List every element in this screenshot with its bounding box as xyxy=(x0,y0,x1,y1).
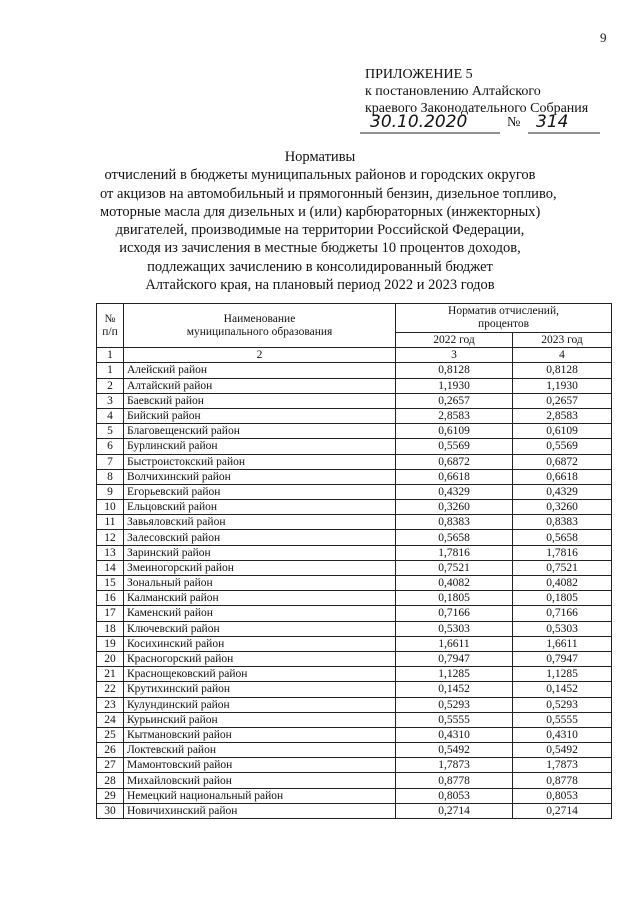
table-row xyxy=(97,515,612,530)
municipality-name: Завьяловский район xyxy=(124,515,396,530)
row-number: 23 xyxy=(97,697,124,712)
row-number: 20 xyxy=(97,651,124,666)
table-row xyxy=(97,378,612,393)
header-text: № xyxy=(104,312,116,325)
row-number: 28 xyxy=(97,773,124,788)
table-row xyxy=(97,530,612,545)
value-2023: 0,5303 xyxy=(513,621,612,636)
table-row xyxy=(97,393,612,408)
value-2022: 0,8383 xyxy=(396,515,513,530)
row-number: 17 xyxy=(97,606,124,621)
title-line: Алтайского края, на плановый период 2022 и 2023 годов xyxy=(145,277,495,294)
title-line: Нормативы xyxy=(284,149,356,165)
value-2023: 0,2657 xyxy=(513,393,612,408)
municipality-name: Михайловский район xyxy=(124,773,396,788)
value-2023: 2,8583 xyxy=(513,408,612,423)
value-2023: 0,8778 xyxy=(513,773,612,788)
table-row xyxy=(97,636,612,651)
row-number: 3 xyxy=(97,393,124,408)
row-number: 6 xyxy=(97,439,124,454)
appendix-line-2: к постановлению Алтайского xyxy=(365,84,541,99)
table-row xyxy=(97,591,612,606)
value-2022: 0,5303 xyxy=(396,621,513,636)
table-row xyxy=(97,500,612,515)
row-number: 29 xyxy=(97,788,124,803)
header-2023: 2023 год xyxy=(513,333,612,348)
title-line: от акцизов на автомобильный и прямогонный бензин, дизельное топливо, xyxy=(100,185,557,202)
value-2022: 0,5658 xyxy=(396,530,513,545)
value-2022: 0,4082 xyxy=(396,576,513,591)
value-2023: 1,1285 xyxy=(513,667,612,682)
value-2022: 0,2714 xyxy=(396,803,513,818)
handwritten-number: 314 xyxy=(536,112,569,132)
table-row xyxy=(97,560,612,575)
appendix-title: ПРИЛОЖЕНИЕ 5 xyxy=(365,67,473,82)
table-row xyxy=(97,667,612,682)
table-row xyxy=(97,576,612,591)
row-number: 4 xyxy=(97,408,124,423)
table-row xyxy=(97,606,612,621)
value-2022: 0,6618 xyxy=(396,469,513,484)
row-number: 2 xyxy=(97,378,124,393)
row-number: 25 xyxy=(97,727,124,742)
table-row xyxy=(97,469,612,484)
value-2022: 0,7521 xyxy=(396,560,513,575)
column-index: 4 xyxy=(513,348,612,363)
row-number: 7 xyxy=(97,454,124,469)
municipality-name: Заринский район xyxy=(124,545,396,560)
table-row xyxy=(97,758,612,773)
value-2023: 0,5492 xyxy=(513,743,612,758)
municipality-name: Бурлинский район xyxy=(124,439,396,454)
value-2023: 1,1930 xyxy=(513,378,612,393)
table-row xyxy=(97,484,612,499)
value-2023: 1,7873 xyxy=(513,758,612,773)
value-2023: 1,6611 xyxy=(513,636,612,651)
table-row xyxy=(97,743,612,758)
row-number: 14 xyxy=(97,560,124,575)
row-number: 21 xyxy=(97,667,124,682)
value-2023: 0,8053 xyxy=(513,788,612,803)
municipality-name: Локтевский район xyxy=(124,743,396,758)
row-number: 15 xyxy=(97,576,124,591)
value-2022: 1,1285 xyxy=(396,667,513,682)
value-2023: 0,3260 xyxy=(513,500,612,515)
row-number: 11 xyxy=(97,515,124,530)
municipality-name: Красногорский район xyxy=(124,651,396,666)
value-2022: 1,1930 xyxy=(396,378,513,393)
municipality-name: Бийский район xyxy=(124,408,396,423)
norms-table xyxy=(96,303,612,819)
decree-date-number xyxy=(360,113,610,135)
number-sign: № xyxy=(507,115,521,130)
table-row xyxy=(97,363,612,378)
municipality-name: Ельцовский район xyxy=(124,500,396,515)
municipality-name: Крутихинский район xyxy=(124,682,396,697)
value-2023: 0,8128 xyxy=(513,363,612,378)
table-row xyxy=(97,454,612,469)
value-2022: 0,6109 xyxy=(396,424,513,439)
value-2022: 0,5293 xyxy=(396,697,513,712)
table-row xyxy=(97,424,612,439)
value-2023: 0,5293 xyxy=(513,697,612,712)
municipality-name: Краснощековский район xyxy=(124,667,396,682)
handwritten-date: 30.10.2020 xyxy=(370,112,468,132)
value-2022: 0,8053 xyxy=(396,788,513,803)
value-2023: 0,7947 xyxy=(513,651,612,666)
header-text: муниципального образования xyxy=(186,325,333,338)
value-2023: 0,7521 xyxy=(513,560,612,575)
municipality-name: Немецкий национальный район xyxy=(124,788,396,803)
value-2022: 0,5492 xyxy=(396,743,513,758)
value-2023: 0,5658 xyxy=(513,530,612,545)
value-2023: 0,5569 xyxy=(513,439,612,454)
table-row xyxy=(97,803,612,818)
municipality-name: Ключевский район xyxy=(124,621,396,636)
table-row xyxy=(97,682,612,697)
value-2022: 0,2657 xyxy=(396,393,513,408)
header-norm xyxy=(396,304,612,333)
column-index: 2 xyxy=(124,348,396,363)
row-number: 26 xyxy=(97,743,124,758)
value-2022: 2,8583 xyxy=(396,408,513,423)
municipality-name: Алтайский район xyxy=(124,378,396,393)
header-text: процентов xyxy=(477,318,530,330)
column-index: 1 xyxy=(97,348,124,363)
table-row xyxy=(97,439,612,454)
value-2022: 0,3260 xyxy=(396,500,513,515)
title-line: подлежащих зачислению в консолидированный бюджет xyxy=(147,258,493,275)
appendix-header xyxy=(365,66,588,117)
header-text: Норматив отчислений, xyxy=(448,305,559,317)
title-line: двигателей, производимые на территории Российской Федерации, xyxy=(115,222,525,239)
value-2023: 0,5555 xyxy=(513,712,612,727)
municipality-name: Кытмановский район xyxy=(124,727,396,742)
value-2022: 1,7873 xyxy=(396,758,513,773)
row-number: 24 xyxy=(97,712,124,727)
municipality-name: Алейский район xyxy=(124,363,396,378)
municipality-name: Косихинский район xyxy=(124,636,396,651)
municipality-name: Быстроистокский район xyxy=(124,454,396,469)
header-number xyxy=(97,304,124,348)
value-2023: 0,2714 xyxy=(513,803,612,818)
row-number: 18 xyxy=(97,621,124,636)
row-number: 22 xyxy=(97,682,124,697)
value-2023: 0,8383 xyxy=(513,515,612,530)
municipality-name: Кулундинский район xyxy=(124,697,396,712)
value-2022: 0,1805 xyxy=(396,591,513,606)
value-2022: 0,5555 xyxy=(396,712,513,727)
municipality-name: Каменский район xyxy=(124,606,396,621)
value-2022: 0,8778 xyxy=(396,773,513,788)
value-2023: 0,1452 xyxy=(513,682,612,697)
header-text: Наименование xyxy=(223,312,296,325)
municipality-name: Калманский район xyxy=(124,591,396,606)
municipality-name: Мамонтовский район xyxy=(124,758,396,773)
row-number: 8 xyxy=(97,469,124,484)
value-2023: 0,6872 xyxy=(513,454,612,469)
header-text: п/п xyxy=(102,325,118,338)
table-row xyxy=(97,621,612,636)
row-number: 12 xyxy=(97,530,124,545)
value-2023: 0,6109 xyxy=(513,424,612,439)
value-2022: 0,4310 xyxy=(396,727,513,742)
value-2023: 1,7816 xyxy=(513,545,612,560)
value-2023: 0,4310 xyxy=(513,727,612,742)
header-name xyxy=(124,304,396,348)
value-2022: 0,4329 xyxy=(396,484,513,499)
row-number: 5 xyxy=(97,424,124,439)
row-number: 10 xyxy=(97,500,124,515)
header-2022: 2022 год xyxy=(396,333,513,348)
value-2022: 0,7947 xyxy=(396,651,513,666)
table-row xyxy=(97,408,612,423)
document-title xyxy=(100,148,557,294)
appendix-line-3: краевого Законодательного Собрания xyxy=(365,101,589,116)
value-2022: 0,1452 xyxy=(396,682,513,697)
table-row xyxy=(97,727,612,742)
value-2022: 0,8128 xyxy=(396,363,513,378)
municipality-name: Баевский район xyxy=(124,393,396,408)
table-row xyxy=(97,712,612,727)
table-row xyxy=(97,773,612,788)
value-2022: 1,7816 xyxy=(396,545,513,560)
row-number: 1 xyxy=(97,363,124,378)
municipality-name: Змеиногорский район xyxy=(124,560,396,575)
municipality-name: Зональный район xyxy=(124,576,396,591)
value-2022: 0,5569 xyxy=(396,439,513,454)
value-2022: 0,6872 xyxy=(396,454,513,469)
municipality-name: Новичихинский район xyxy=(124,803,396,818)
row-number: 19 xyxy=(97,636,124,651)
value-2023: 0,4082 xyxy=(513,576,612,591)
column-index: 3 xyxy=(396,348,513,363)
value-2023: 0,4329 xyxy=(513,484,612,499)
municipality-name: Курьинский район xyxy=(124,712,396,727)
value-2023: 0,7166 xyxy=(513,606,612,621)
row-number: 27 xyxy=(97,758,124,773)
title-line: отчислений в бюджеты муниципальных районов и городских округов xyxy=(104,167,536,184)
value-2022: 1,6611 xyxy=(396,636,513,651)
table-row xyxy=(97,651,612,666)
municipality-name: Благовещенский район xyxy=(124,424,396,439)
row-number: 9 xyxy=(97,484,124,499)
title-line: моторные масла для дизельных и (или) карбюраторных (инжекторных) xyxy=(100,203,541,220)
row-number: 16 xyxy=(97,591,124,606)
column-index-row xyxy=(97,348,612,363)
municipality-name: Залесовский район xyxy=(124,530,396,545)
table-row xyxy=(97,788,612,803)
value-2023: 0,1805 xyxy=(513,591,612,606)
row-number: 30 xyxy=(97,803,124,818)
table-row xyxy=(97,697,612,712)
municipality-name: Волчихинский район xyxy=(124,469,396,484)
value-2023: 0,6618 xyxy=(513,469,612,484)
municipality-name: Егорьевский район xyxy=(124,484,396,499)
table-row xyxy=(97,545,612,560)
title-line: исходя из зачисления в местные бюджеты 10 процентов доходов, xyxy=(119,240,521,257)
page-number: 9 xyxy=(600,30,607,45)
row-number: 13 xyxy=(97,545,124,560)
value-2022: 0,7166 xyxy=(396,606,513,621)
